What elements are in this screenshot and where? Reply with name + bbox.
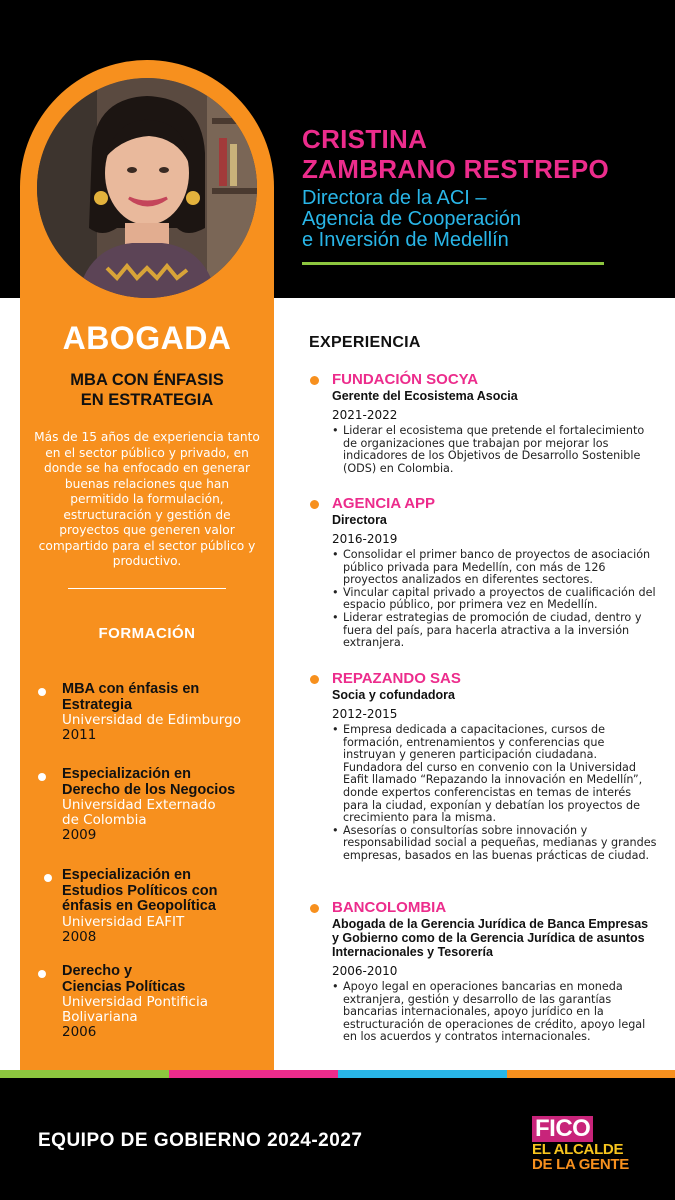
campaign-logo (532, 1116, 646, 1172)
experience-bullets (332, 981, 657, 1044)
person-position (302, 188, 662, 251)
mba-subtitle (40, 370, 254, 410)
education-institution-line: Universidad Pontificia (62, 994, 208, 1010)
experience-bullet: • Liderar el ecosistema que pretende el fortalecimiento de organizaciones que trabajan por mejorar los indicadores de los Objetivos de Desarrollo Sostenible (ODS) en Colombia. (332, 425, 657, 475)
education-institution (62, 798, 272, 828)
education-title-line: Derecho y (62, 963, 133, 979)
experience-organization: BANCOLOMBIA (332, 899, 447, 916)
mba-line-2: EN ESTRATEGIA (80, 391, 214, 409)
experience-bullets (332, 724, 657, 863)
color-stripe-orange (507, 1070, 675, 1078)
bullet-dot (38, 688, 46, 696)
education-title-line: MBA con énfasis en (62, 681, 200, 697)
position-line-3: e Inversión de Medellín (302, 229, 509, 251)
education-year: 2009 (62, 827, 97, 843)
logo-line-2: DE LA GENTE (532, 1156, 629, 1173)
education-title-line: énfasis en Geopolítica (62, 898, 216, 914)
logo-line-1: EL ALCALDE (532, 1141, 624, 1158)
position-line-1: Directora de la ACI – (302, 187, 487, 209)
education-title-line: Especialización en (62, 867, 191, 883)
profession-title: ABOGADA (62, 320, 232, 356)
experience-organization: AGENCIA APP (332, 495, 436, 512)
education-title-line: Estudios Políticos con (62, 882, 218, 899)
experience-years: 2016-2019 (332, 532, 398, 546)
experience-years: 2006-2010 (332, 964, 398, 978)
profile-photo (37, 78, 257, 298)
experience-role: Gerente del Ecosistema Asocia (332, 389, 518, 403)
education-title-line: Especialización en (62, 766, 191, 782)
education-year: 2008 (62, 928, 97, 945)
education-institution (62, 995, 272, 1025)
name-line-1: CRISTINA (302, 124, 428, 154)
education-title (62, 868, 272, 915)
experience-bullet: • Asesorías o consultorías sobre innovación y responsabilidad social a pequeñas, medianas y grandes empresas, basados en las buenas prácticas de ciudad. (332, 825, 657, 863)
experience-role: Abogada de la Gerencia Jurídica de Banca Empresas y Gobierno como de la Gerencia Jurídica de asuntos Internacionales y Tesorería (332, 917, 649, 959)
education-institution-line: Bolivariana (62, 1009, 138, 1025)
profile-summary: Más de 15 años de experiencia tanto en el sector público y privado, en donde se ha enfocado en generar buenas relaciones que han permitido la formulación, estructuración y gestión de proyectos que generen valor compartido para el sector público y productivo. (34, 430, 260, 568)
education-institution-line: de Colombia (62, 812, 147, 828)
experience-years: 2012-2015 (332, 707, 398, 721)
experience-bullet: • Apoyo legal en operaciones bancarias en moneda extranjera, gestión y desarrollo de las garantías bancarias internacionales, apoyo jurídico en la estructuración de operaciones de crédito, apoyo legal en los acuerdos y contratos internacionales. (332, 981, 657, 1044)
bullet-dot (310, 376, 319, 385)
education-title (62, 767, 272, 798)
bullet-dot (310, 675, 319, 684)
education-title-line: Derecho de los Negocios (62, 781, 236, 798)
education-title-line: Estrategia (62, 696, 133, 713)
experience-bullet: • Vincular capital privado a proyectos de cualificación del espacio público, por primera vez en Medellín. (332, 587, 657, 612)
position-line-2: Agencia de Cooperación (302, 208, 522, 230)
bullet-dot (38, 773, 46, 781)
education-title-line: Ciencias Políticas (62, 978, 186, 995)
header-divider (302, 262, 604, 265)
experience-bullets (332, 425, 657, 475)
experience-role: Directora (332, 513, 387, 527)
experience-role: Socia y cofundadora (332, 688, 455, 702)
experience-bullet: • Consolidar el primer banco de proyectos de asociación público privada para Medellín, con más de 126 proyectos analizados en diferentes sectores. (332, 549, 657, 587)
education-year: 2011 (62, 727, 97, 743)
bullet-dot (38, 970, 46, 978)
education-institution: Universidad EAFIT (62, 913, 185, 930)
experience-years: 2021-2022 (332, 408, 398, 422)
color-stripe-pink (169, 1070, 338, 1078)
sidebar-divider (68, 588, 226, 589)
bullet-dot (310, 904, 319, 913)
government-team-label: EQUIPO DE GOBIERNO 2024-2027 (38, 1130, 363, 1151)
experience-organization: FUNDACIÓN SOCYA (332, 371, 479, 388)
education-institution-line: Universidad Externado (62, 797, 216, 813)
logo-fico-text: FICO (532, 1116, 593, 1142)
experience-organization: REPAZANDO SAS (332, 670, 461, 687)
name-line-2: ZAMBRANO RESTREPO (302, 154, 609, 184)
experience-bullet: • Empresa dedicada a capacitaciones, cursos de formación, entrenamientos y conferencias que instruyan y generen participación ciudadana. Fundadora del curso en convenio con la Universidad Eafit llamado “Repazando la innovación en Medellín”, donde expertos conferencistas en temas de interés para la ciudad, exponían y debatían los proyectos de crecimiento para la misma. (332, 724, 657, 825)
color-stripe-blue (338, 1070, 507, 1078)
bullet-dot (310, 500, 319, 509)
mba-line-1: MBA CON ÉNFASIS (70, 371, 224, 389)
education-title (62, 964, 272, 995)
color-stripe-green (0, 1070, 169, 1078)
experience-bullet: • Liderar estrategias de promoción de ciudad, dentro y fuera del país, para hacerla atractiva a la inversión extranjera. (332, 612, 657, 650)
education-title (62, 682, 272, 713)
education-institution: Universidad de Edimburgo (62, 712, 241, 728)
formacion-heading: FORMACIÓN (98, 625, 196, 642)
education-year: 2006 (62, 1024, 97, 1040)
person-name (302, 124, 662, 184)
experience-bullets (332, 549, 657, 650)
experiencia-heading: EXPERIENCIA (309, 334, 421, 351)
profile-photo-illustration (37, 78, 257, 298)
bullet-dot (44, 874, 52, 882)
